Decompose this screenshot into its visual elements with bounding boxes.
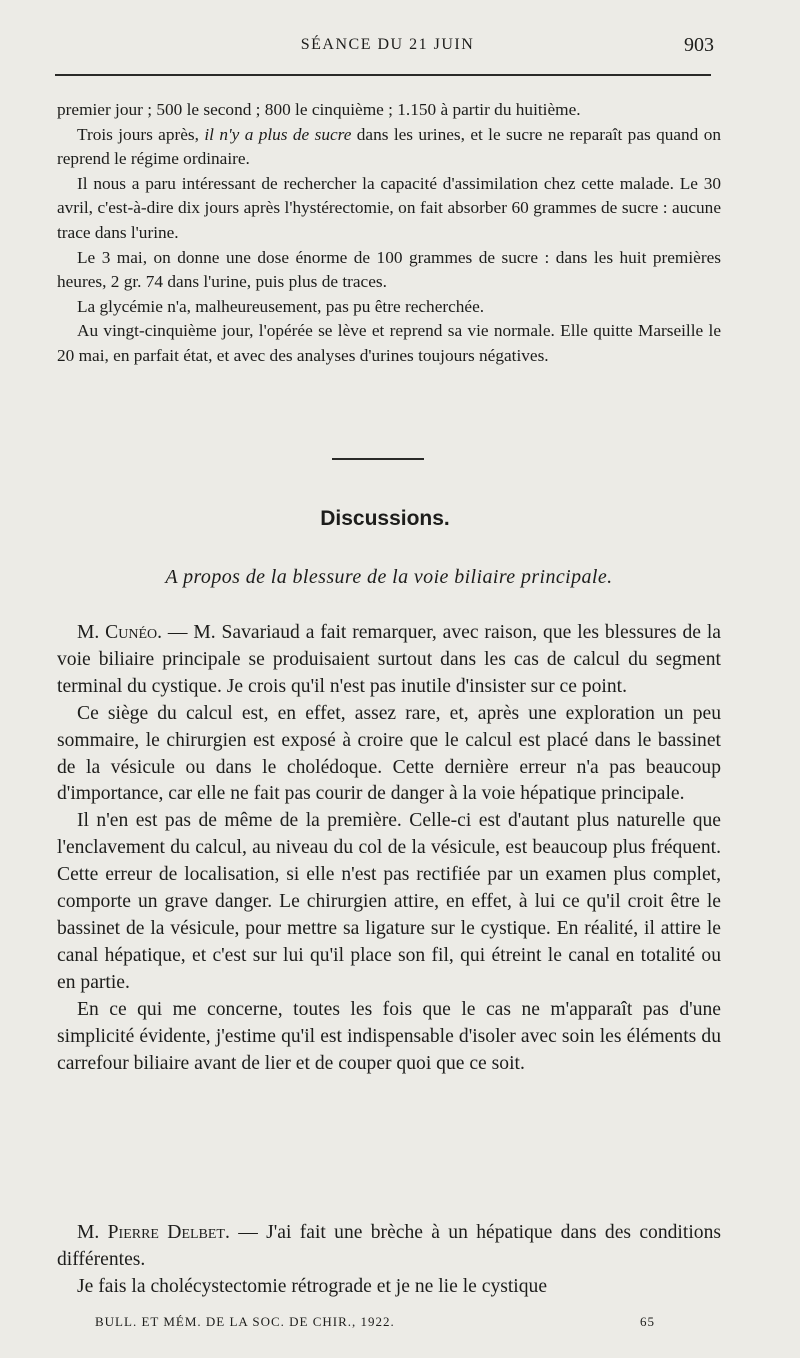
page-footer [95,1314,655,1334]
paragraph: Ce siège du calcul est, en effet, assez rare, et, après une exploration un peu sommaire, le chirurgien est exposé à croire que le calcul est placé dans le bassinet de la vésicule ou dans le cholédoque. Cette dernière erreur n'a pas beaucoup d'importance, car elle ne fait pas courir de danger à la voie hépatique principale. [57,702,721,805]
running-header [55,34,720,60]
header-rule [55,74,711,76]
paragraph: Le 3 mai, on donne une dose énorme de 100 grammes de sucre : dans les huit premières heures, 2 gr. 74 dans l'urine, puis plus de traces. [57,247,721,292]
text-run: dans les urines, et le sucre ne reparaît pas quand on reprend le régime ordinaire. [57,124,721,169]
paragraph [57,1220,721,1274]
italic-text: il n'y a plus de sucre [204,124,352,144]
top-text-block [57,98,721,369]
paragraph [57,123,721,172]
paragraph: En ce qui me concerne, toutes les fois que le cas ne m'apparaît pas d'une simplicité évidente, j'estime qu'il est indispensable d'isoler avec soin les éléments du carrefour biliaire avant de lier et de couper quoi que ce soit. [57,998,721,1074]
paragraph: Il nous a paru intéressant de rechercher la capacité d'assimilation chez cette malade. Le 30 avril, c'est-à-dire dix jours après l'hystérectomie, on fait absorber 60 grammes de sucre : aucune trace dans l'urine. [57,173,721,242]
page-number: 903 [684,34,714,56]
running-title: SÉANCE DU 21 JUIN [300,36,475,53]
paragraph: La glycémie n'a, malheureusement, pas pu être recherchée. [77,296,485,316]
journal-reference: BULL. ET MÉM. DE LA SOC. DE CHIR., 1922. [95,1314,395,1329]
section-subheading: A propos de la blessure de la voie biliaire principale. [165,566,613,588]
speaker-name: M. Pierre Delbet. [77,1222,230,1243]
text-run: — J'ai fait une brèche à un hépatique dans des conditions différentes. [57,1222,721,1270]
paragraph [57,620,721,701]
text-run: Trois jours après, [77,124,205,144]
paragraph: premier jour ; 500 le second ; 800 le cinquième ; 1.150 à partir du huitième. [57,100,581,119]
paragraph: Je fais la cholécystectomie rétrograde et je ne lie le cystique [77,1275,548,1297]
section-divider [332,458,424,460]
text-run: — M. Savariaud a fait remarquer, avec raison, que les blessures de la voie biliaire principale se produisaient surtout dans les cas de calcul du segment terminal du cystique. Je crois qu'il n'est pas inutile d'insister sur ce point. [57,622,721,697]
paragraph: Au vingt-cinquième jour, l'opérée se lève et reprend sa vie normale. Elle quitte Marseille le 20 mai, en parfait état, et avec des analyses d'urines toujours négatives. [57,321,721,365]
paragraph: Il n'en est pas de même de la première. Celle-ci est d'autant plus naturelle que l'enclavement du calcul, au niveau du col de la vésicule, est beaucoup plus fréquent. Cette erreur de localisation, si elle n'est pas rectifiée par un examen plus complet, comporte un grave danger. Le chirurgien attire, en effet, à lui ce qu'il croit être le bassinet de la vésicule, pour mettre sa ligature sur le cystique. En réalité, il attire le canal hépatique, et c'est sur lui qu'il place son fil, qui étreint le canal en totalité ou en partie. [57,810,721,993]
cuneo-discussion [57,620,721,1077]
signature-mark: 65 [640,1314,655,1329]
section-heading: Discussions. [320,507,450,530]
speaker-name: M. Cunéo. [77,622,163,643]
delbet-discussion [57,1220,721,1301]
